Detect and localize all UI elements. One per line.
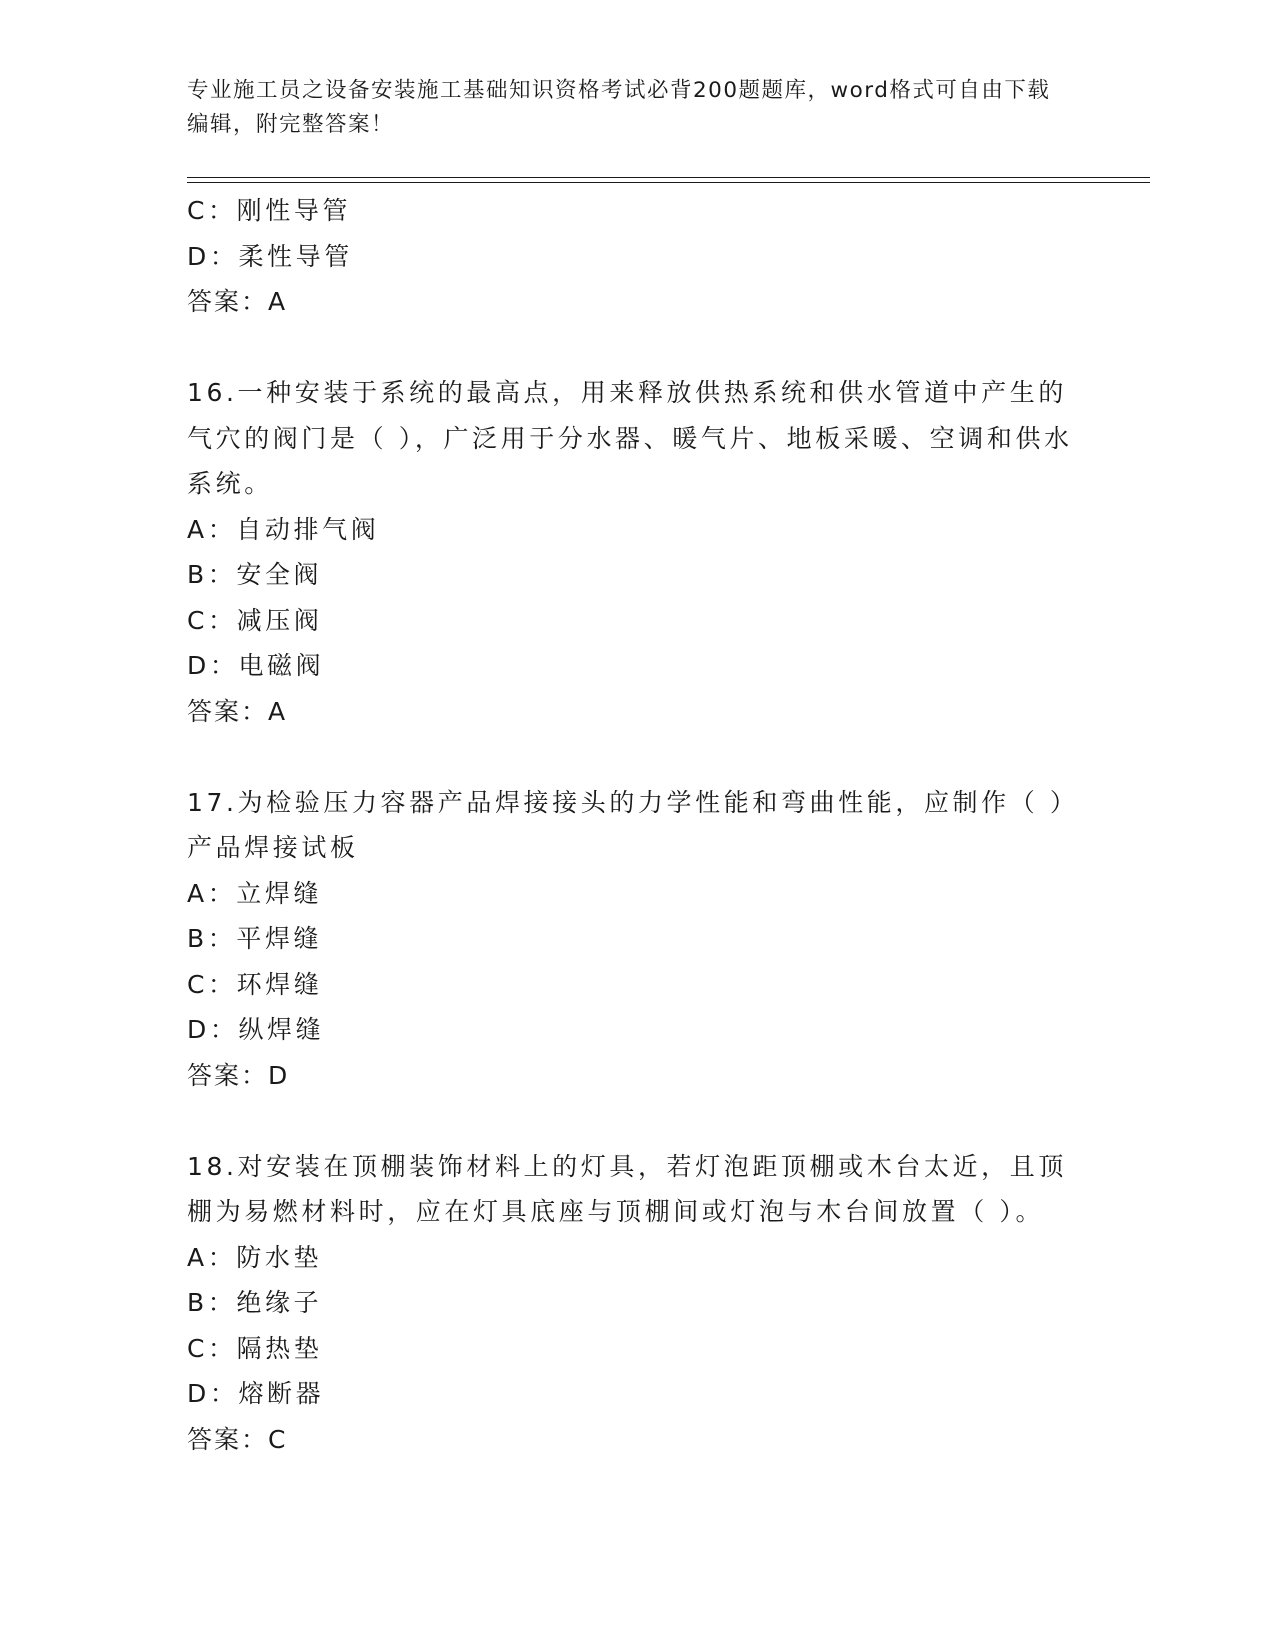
spacer — [187, 734, 1087, 780]
option-b: B：绝缘子 — [187, 1288, 323, 1317]
question-content — [187, 188, 1087, 1462]
option-c: C：环焊缝 — [187, 969, 323, 999]
option-a: A：立焊缝 — [187, 878, 323, 908]
header-rule-bottom — [187, 182, 1150, 183]
spacer — [187, 1098, 1087, 1144]
question-17 — [187, 780, 1087, 1099]
answer-line: 答案：C — [187, 1424, 288, 1454]
question-16 — [187, 370, 1087, 734]
answer-line: 答案：A — [187, 287, 288, 316]
question-stem: 18.对安装在顶棚装饰材料上的灯具，若灯泡距顶棚或木台太近，且顶棚为易燃材料时，应在灯具底座与顶棚间或灯泡与木台间放置（ ）。 — [187, 1151, 1067, 1226]
option-a: A：自动排气阀 — [187, 514, 380, 544]
option-d: D：纵焊缝 — [187, 1015, 325, 1044]
option-c: C：减压阀 — [187, 605, 323, 635]
option-c: C：刚性导管 — [187, 196, 352, 225]
option-b: B：安全阀 — [187, 560, 323, 589]
option-d: D：熔断器 — [187, 1379, 325, 1408]
question-stem: 17.为检验压力容器产品焊接接头的力学性能和弯曲性能，应制作（ ）产品焊接试板 — [187, 787, 1079, 862]
continued-question — [187, 188, 1087, 325]
option-b: B：平焊缝 — [187, 924, 323, 953]
answer-line: 答案：A — [187, 696, 288, 726]
answer-line: 答案：D — [187, 1060, 290, 1090]
option-d: D：电磁阀 — [187, 651, 325, 680]
option-c: C：隔热垫 — [187, 1333, 323, 1363]
question-18 — [187, 1144, 1087, 1463]
question-stem: 16.一种安装于系统的最高点，用来释放供热系统和供水管道中产生的气穴的阀门是（ ），广泛用于分水器、暖气片、地板采暖、空调和供水系统。 — [187, 378, 1073, 498]
header-rule-top — [187, 177, 1150, 178]
spacer — [187, 325, 1087, 371]
option-a: A：防水垫 — [187, 1242, 323, 1272]
document-header: 专业施工员之设备安装施工基础知识资格考试必背200题题库，word格式可自由下载编辑，附完整答案！ — [187, 78, 1051, 137]
option-d: D：柔性导管 — [187, 241, 353, 271]
